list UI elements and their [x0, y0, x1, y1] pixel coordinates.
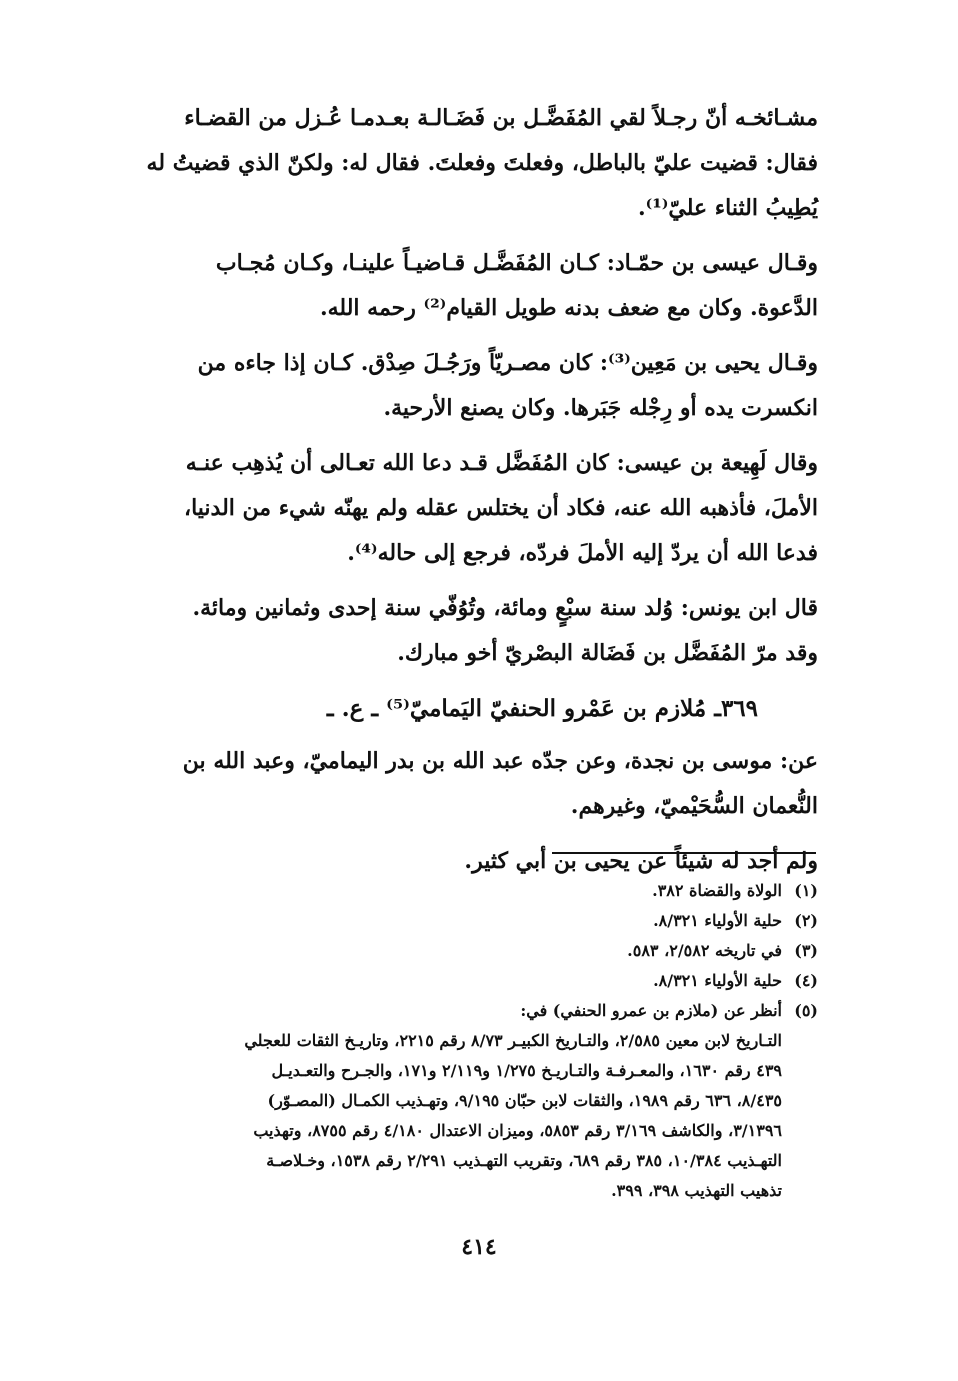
text-line: عن: موسى بن نجدة، وعن جدّه عبد الله بن بدر اليماميّ، وعبد الله بن [182, 748, 818, 774]
footnote-5-references [136, 1026, 818, 1206]
footnotes [136, 876, 818, 1206]
text-line: وقـال عيسى بن حمّـاد: كـان المُفَضَّـل قـاضيـاً علينـا، وكـان مُجـاب [215, 250, 818, 276]
footnote-number: (٢) [794, 911, 818, 930]
paragraph-3 [136, 341, 818, 431]
paragraph-6 [136, 739, 818, 829]
paragraph-4 [136, 441, 818, 576]
text-line: الأملَ، فأذهبه الله عنه، فكاد أن يختلس عقله ولم يهنّه شيء من الدنيا، [183, 495, 818, 521]
footnote-line: ٤٣٩ رقم ١٦٣٠، والمعـرفـة والتـاريـخ ١/٢٧٥ و٢/١١٩ و١٧١، والجـرح والتعـديـل [271, 1061, 782, 1080]
footnote-number: (٥) [794, 1001, 818, 1020]
main-text [136, 96, 818, 894]
footnote-separator [552, 852, 816, 854]
text-line: مشـائخـه أنّ رجـلاً لقي المُفَضَّـل بن فَضَـالـة بعـدمـا عُـزل من القضـاء [184, 105, 818, 131]
footnote-text: حلية الأولياء ٨/٣٢١. [653, 911, 782, 930]
text-line: النُّعمان السُّحَيْميّ، وغيرهم. [570, 793, 818, 819]
text-line: انكسرت يده أو رِجْله جَبَرها. وكان يصنع الأرحية. [383, 395, 818, 421]
footnote-line: ٣/١٣٩٦، والكاشف ٣/١٦٩ رقم ٥٨٥٣، وميزان الاعتدال ٤/١٨٠ رقم ٨٧٥٥، وتهذيب [253, 1121, 782, 1140]
footnote [136, 936, 818, 966]
text-line: وقد مرّ المُفَضَّل بن فَضَالة البصْريّ أخو مبارك. [397, 640, 818, 666]
paragraph-1 [136, 96, 818, 231]
footnote-text: الولاة والقضاة ٣٨٢. [652, 881, 782, 900]
footnote-text: في تاريخه ٢/٥٨٢، ٥٨٣. [627, 941, 782, 960]
footnote [136, 996, 818, 1026]
footnote-number: (١) [794, 881, 818, 900]
text-line: يُطِيبُ الثناء عليّ⁽¹⁾. [637, 195, 818, 221]
footnote-line: ٨/٤٣٥، ٦٣٦ رقم ١٩٨٩، والثقات لابن حبّان ٩/١٩٥، وتهـذيب الكمـال (المصـوّر) [267, 1091, 782, 1110]
footnote [136, 876, 818, 906]
text-line: وقـال يحيى بن مَعِين⁽³⁾: كان مصـريّاً ورَجُـلَ صِدْق. كـان إذا جاءه من [197, 350, 818, 376]
footnote-line: تذهيب التهذيب ٣٩٨، ٣٩٩. [611, 1181, 782, 1200]
footnote-line: التـاريخ لابن معين ٢/٥٨٥، والتـاريخ الكبيـر ٨/٧٣ رقم ٢٢١٥، وتاريـخ الثقات للعجلي [244, 1031, 782, 1050]
footnote-line: التهـذيب ١٠/٣٨٤، ٣٨٥ رقم ٦٨٩، وتقريب التهـذيب ٢/٢٩١ رقم ١٥٣٨، وخـلاصـة [266, 1151, 782, 1170]
text-line: فدعا الله أن يردّ إليه الأملَ فردّه، فرجع إلى حاله⁽⁴⁾. [347, 540, 818, 566]
page-number: ٤١٤ [461, 1234, 497, 1260]
footnote-number: (٤) [794, 971, 818, 990]
footnote [136, 966, 818, 996]
text-line: فقال: قضيت عليّ بالباطل، وفعلتَ وفعلتَ. فقال له: ولكنّ الذي قضيتُ له [146, 150, 818, 176]
text-line: ولم أجد له شيئاً عن يحيى بن أبي كثير. [464, 848, 818, 874]
footnote-number: (٣) [794, 941, 818, 960]
text-line: وقال لَهِيعة بن عيسى: كان المُفَضَّل قـد دعا الله تعـالى أن يُذهِب عنـه [185, 450, 818, 476]
footnote-text: أنظر عن (ملازم بن عمرو الحنفي) في: [520, 1001, 782, 1020]
paragraph-5 [136, 586, 818, 676]
text-line: الدَّعوة. وكان مع ضعف بدنه طويل القيام⁽²⁾ رحمه الله. [319, 295, 818, 321]
footnote-text: حلية الأولياء ٨/٣٢١. [653, 971, 782, 990]
text-line: قال ابن يونس: وُلد سنة سبْعٍ ومائة، وتُوُفّي سنة إحدى وثمانين ومائة. [192, 595, 818, 621]
entry-heading: ٣٦٩ـ مُلازم بن عَمْرو الحنفيّ اليَماميّ⁽⁵⁾ ـ ع. ـ [326, 695, 758, 722]
paragraph-2 [136, 241, 818, 331]
footnote [136, 906, 818, 936]
